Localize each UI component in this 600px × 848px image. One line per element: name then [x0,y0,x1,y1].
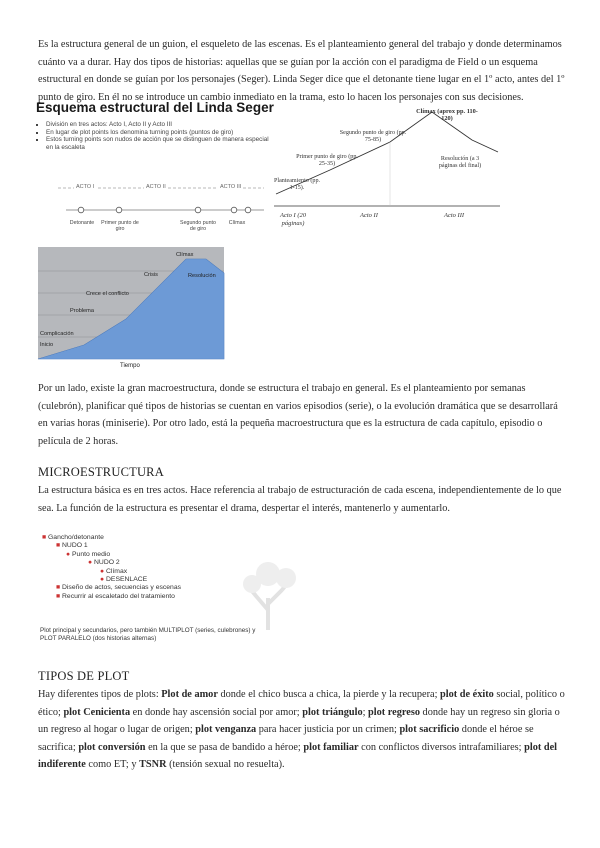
timeline-point-primer [116,207,122,213]
outline-item: ● NUDO 2 [88,559,120,567]
stage-label: Resolución [188,273,216,279]
label-primer-punto: Primer punto de giro (pp. 25-35) [296,154,358,167]
act-label: ACTO III [220,184,242,190]
plot-types-paragraph: Hay diferentes tipos de plots: Plot de amor donde el chico busca a chica, la pierde y la recupera; plot de éxito social, político o ético; plot Cenicienta en donde hay ascensión social por amor; plot triángulo; plot regreso donde hay un regreso sin gloria o un regreso al hogar o lugar de origen; plot venganza para hacer justicia por un crimen; plot sacrificio donde el héroe se sacrifica; plot conversión en la que se pasa de bandido a héroe; plot familiar con conflictos diversos intrafamiliares; plot del indiferente como ET; y TSNR (tensión sexual no resuelta). [38,689,565,770]
label-planteamiento: Planteamiento (pp. 1-15). [273,178,321,191]
label-segundo-punto: Segundo punto de giro (pp. 75-85) [339,130,407,143]
timeline-label: Segundo punto de giro [180,220,216,232]
act-label: ACTO I [76,184,95,190]
outline-footnote: Plot principal y secundarios, pero también MULTIPLOT (series, culebrones) y PLOT PARALELO (dos historias alternas) [40,627,256,642]
stage-label: Complicación [40,331,74,337]
stage-label: Clímax [176,252,194,258]
seger-bullet: ▪ Estos turning points son nudos de acción que se distinguen de manera especial en la escaleta [46,136,270,151]
timeline-label: Clímax [228,220,246,226]
outline-figure [38,532,310,644]
stage-label: Problema [70,308,94,314]
act-label: ACTO II [146,184,166,190]
timeline-point-segundo [195,207,201,213]
curve-act-label: Acto II [360,212,378,219]
tension-chart-svg [36,245,226,375]
curve-act-label: Acto III [444,212,465,219]
stage-label: Inicio [40,342,54,348]
seger-bullet: ▪ División en tres actos: Acto I, Acto II y Acto III [46,121,270,129]
x-axis-label: Tiempo [120,363,140,369]
plot-types-heading: TIPOS DE PLOT [38,669,130,683]
outline-item: ■ Recurrir al escaletado del tratamiento [56,592,175,600]
seger-bullet: ▪ En lugar de plot points los denomina turning points (puntos de giro) [46,129,270,137]
tension-chart [36,245,226,375]
outline-item: ● Clímax [100,567,128,575]
outline-item: ● Punto medio [66,550,111,558]
outline-item: ■ NUDO 1 [56,542,88,550]
stage-label: Crisis [144,272,158,278]
tree-illustration [238,552,298,632]
intro-paragraph: Es la estructura general de un guion, el esqueleto de las escenas. Es el planteamiento general del trabajo y donde determinamos cuánto va a durar. Hay dos tipos de historias: aquellas que se guían por la acción con el paradigma de Field o un esquema estructural en donde se guían por los personajes (Seger). Linda Seger dice que el detonante tiene lugar en el 1º acto, antes del 1º punto de giro. En él no se introduce un cambio inmediato en la trama, esto lo hacen los personajes con sus decisiones. [38,39,565,103]
outline-item: ■ Gancho/detonante [42,534,104,541]
structure-curve-figure [272,100,572,240]
timeline-point-detonante [78,207,84,213]
label-climax-full: Clímax (aprox pp. 110-120) [416,108,478,122]
outline-item: ■ Diseño de actos, secuencias y escenas [56,584,182,592]
label-resolucion: Resolución (a 3 páginas del final) [438,156,482,169]
timeline-label: Primer punto de giro [101,220,139,232]
micro-heading: MICROESTRUCTURA [38,465,164,479]
macro-paragraph: Por un lado, existe la gran macroestructura, donde se estructura el trabajo en general. Es el planteamiento por semanas (culebrón), planificar qué tipos de historias se cuentan en varios episodios (serie), o la evolución dramática que se desarrollará en varias horas (miniserie). Por otro lado, está la pequeña macroestructura que es la estructura de cada capítulo, episodio o película de 2 horas. [38,383,558,447]
seger-title: Esquema estructural del Linda Seger [36,100,274,115]
stage-label: Crece el conflicto [86,291,129,297]
seger-bullets [36,121,270,151]
micro-paragraph: La estructura básica es en tres actos. Hace referencia al trabajo de estructuración de cada escena, independientemente de lo que sea. La función de la estructura es presentar el drama, despertar el interés, mantenerlo y aumentarlo. [38,485,562,514]
timeline-point-climax [231,207,237,213]
timeline-label: Detonante [69,220,95,226]
curve-act-label: Acto I (20 páginas) [280,212,306,227]
seger-figure [36,100,274,240]
outline-item: ● DESENLACE [100,576,148,584]
